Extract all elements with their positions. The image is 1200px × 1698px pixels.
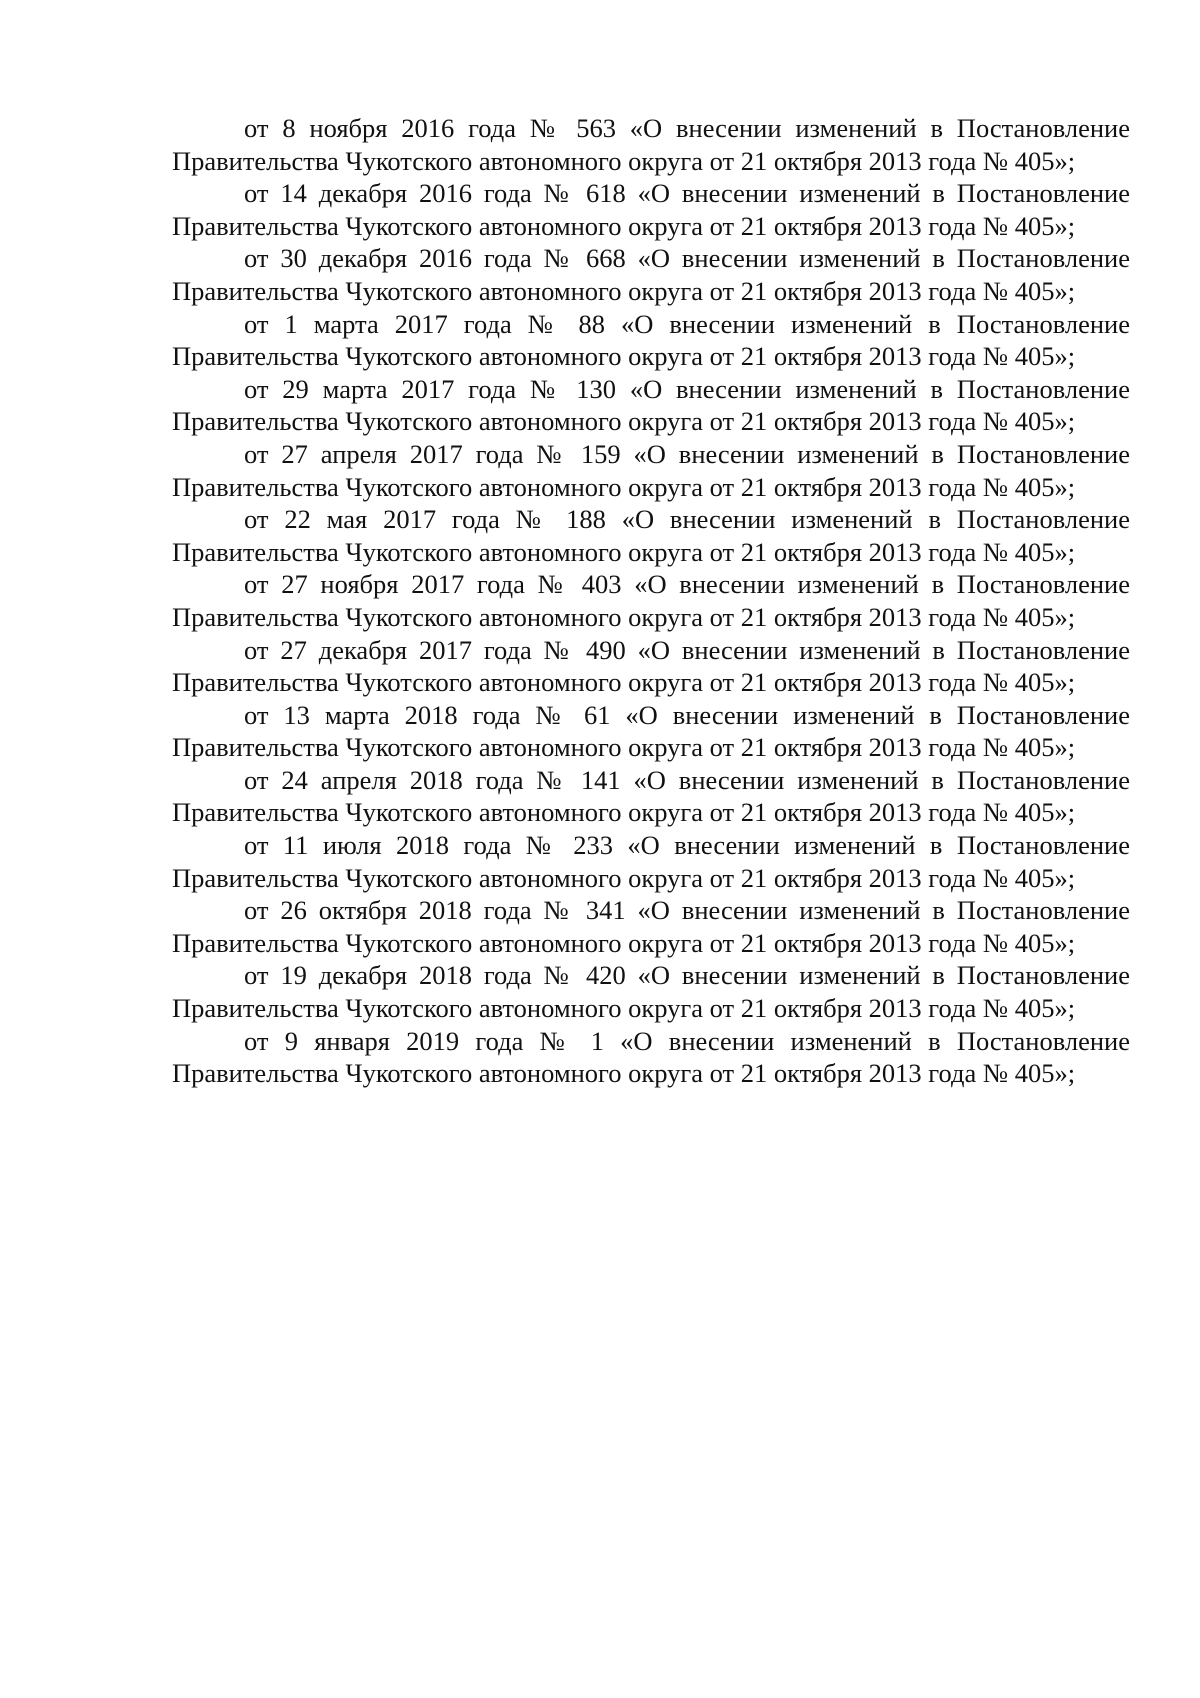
list-item: от 1 марта 2017 года № 88 «О внесении изменений в Постановление Правительства Чукотского автономного округа от 21 октября 2013 года № 405»; [172,308,1130,372]
amendment-list [172,112,1130,1090]
list-item: от 26 октября 2018 года № 341 «О внесении изменений в Постановление Правительства Чукотского автономного округа от 21 октября 2013 года № 405»; [172,895,1130,958]
list-item: от 14 декабря 2016 года № 618 «О внесении изменений в Постановление Правительства Чукотского автономного округа от 21 октября 2013 года № 405»; [172,178,1130,241]
list-item: от 29 марта 2017 года № 130 «О внесении изменений в Постановление Правительства Чукотского автономного округа от 21 октября 2013 года № 405»; [172,373,1130,437]
list-item: от 27 ноября 2017 года № 403 «О внесении изменений в Постановление Правительства Чукотского автономного округа от 21 октября 2013 года № 405»; [172,569,1130,632]
list-item: от 27 декабря 2017 года № 490 «О внесении изменений в Постановление Правительства Чукотского автономного округа от 21 октября 2013 года № 405»; [172,634,1130,698]
list-item: от 22 мая 2017 года № 188 «О внесении изменений в Постановление Правительства Чукотского автономного округа от 21 октября 2013 года № 405»; [172,504,1130,567]
list-item: от 13 марта 2018 года № 61 «О внесении изменений в Постановление Правительства Чукотского автономного округа от 21 октября 2013 года № 405»; [172,699,1130,763]
list-item: от 9 января 2019 года № 1 «О внесении изменений в Постановление Правительства Чукотского автономного округа от 21 октября 2013 года № 405»; [172,1025,1130,1089]
list-item: от 27 апреля 2017 года № 159 «О внесении изменений в Постановление Правительства Чукотского автономного округа от 21 октября 2013 года № 405»; [172,438,1130,502]
list-item: от 8 ноября 2016 года № 563 «О внесении изменений в Постановление Правительства Чукотского автономного округа от 21 октября 2013 года № 405»; [172,113,1130,176]
list-item: от 30 декабря 2016 года № 668 «О внесении изменений в Постановление Правительства Чукотского автономного округа от 21 октября 2013 года № 405»; [172,243,1130,306]
list-item: от 11 июля 2018 года № 233 «О внесении изменений в Постановление Правительства Чукотского автономного округа от 21 октября 2013 года № 405»; [172,830,1130,893]
list-item: от 24 апреля 2018 года № 141 «О внесении изменений в Постановление Правительства Чукотского автономного округа от 21 октября 2013 года № 405»; [172,764,1130,828]
list-item: от 19 декабря 2018 года № 420 «О внесении изменений в Постановление Правительства Чукотского автономного округа от 21 октября 2013 года № 405»; [172,960,1130,1024]
